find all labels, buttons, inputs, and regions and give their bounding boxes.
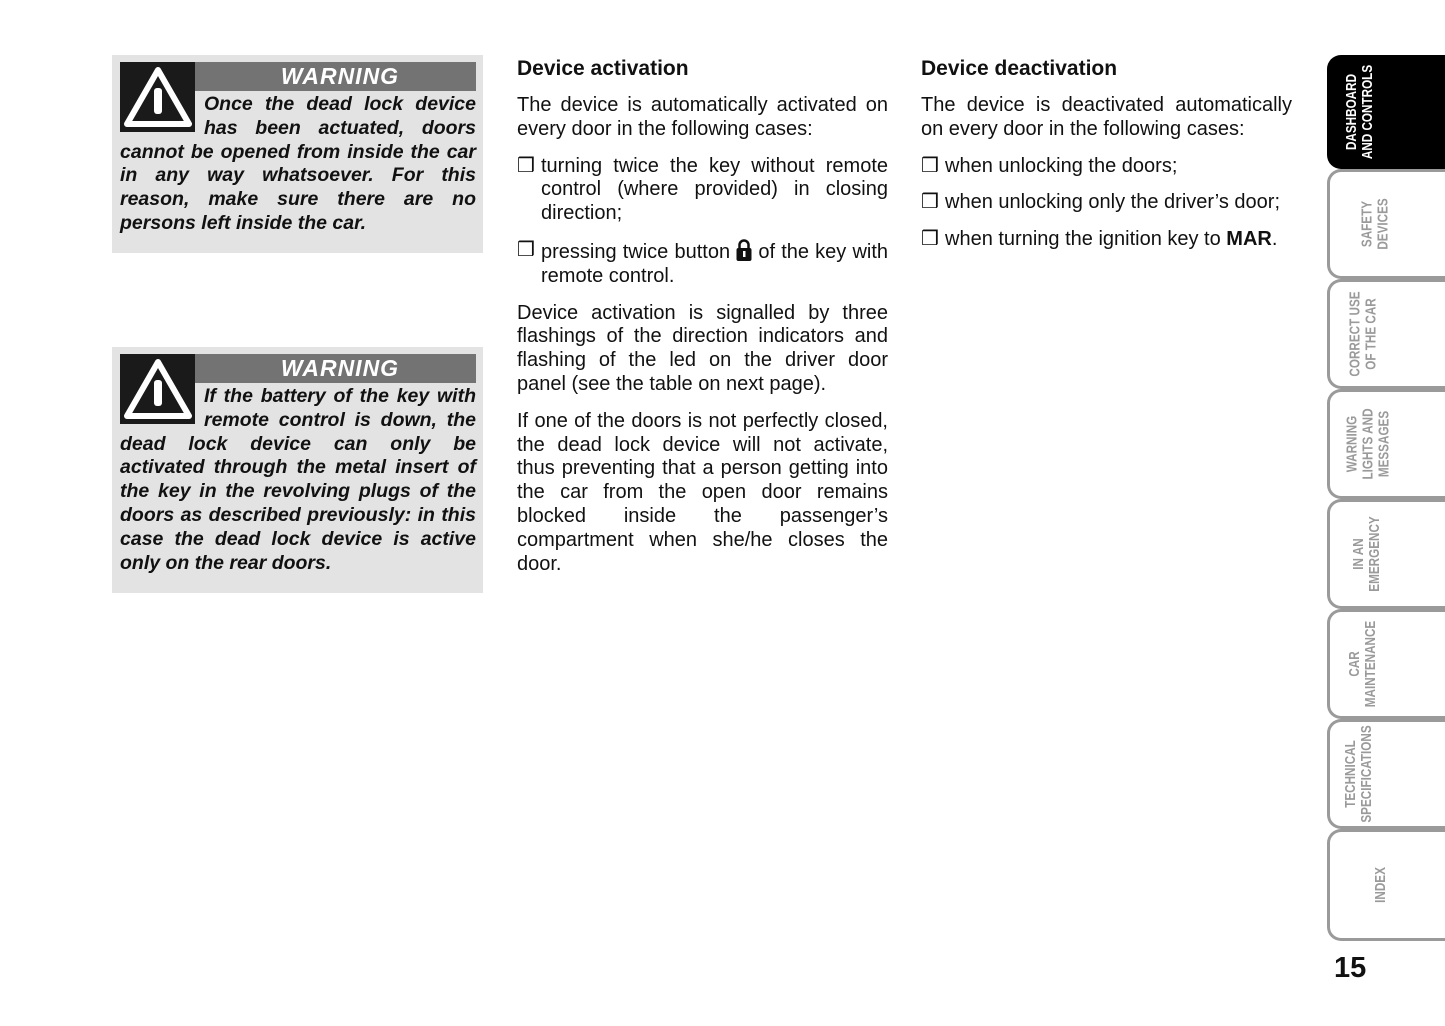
list-item bbox=[921, 228, 1292, 252]
list-item-text: pressing twice button bbox=[541, 240, 731, 263]
warning-box-1 bbox=[112, 55, 483, 253]
section-heading: Device deactivation bbox=[921, 57, 1118, 80]
tab-label: DASHBOARD AND CONTROLS bbox=[1342, 64, 1376, 160]
tab-label: TECHNICAL SPECIFICATIONS bbox=[1341, 725, 1375, 823]
warning-text: If the battery of the key with remote control is down, the dead lock device can only be activated through the metal insert of the key in the revolving plugs of the doors as described previously: in this case the dead lock device is active only on the rear doors. bbox=[120, 385, 476, 574]
list-item-text: of the key with remote control. bbox=[541, 240, 889, 287]
lock-icon bbox=[736, 239, 752, 261]
paragraph: The device is automatically activated on every door in the following cases: bbox=[517, 94, 888, 140]
tab-label: WARNING LIGHTS AND MESSAGES bbox=[1342, 408, 1392, 480]
warning-box-2 bbox=[112, 347, 483, 593]
page-number: 15 bbox=[1334, 952, 1367, 984]
list-item bbox=[517, 239, 888, 289]
tab-emergency[interactable] bbox=[1327, 499, 1445, 609]
list-item-text: when turning the ignition key to bbox=[945, 228, 1221, 251]
tab-label: IN AN EMERGENCY bbox=[1349, 516, 1383, 592]
tab-label: CORRECT USE OF THE CAR bbox=[1345, 291, 1379, 377]
bullet-box: ❒ bbox=[921, 228, 939, 251]
warning-triangle-icon bbox=[120, 354, 195, 424]
paragraph: If one of the doors is not perfectly closed, the dead lock device will not activate, thus preventing that a person getting into the car from the open door remains blocked inside the passenger’s compartment when she/he closes the door. bbox=[517, 409, 888, 575]
bullet-box: ❒ bbox=[921, 191, 939, 214]
bullet-box: ❒ bbox=[517, 238, 535, 261]
device-activation-section bbox=[517, 56, 888, 589]
tab-index[interactable] bbox=[1327, 829, 1445, 941]
tab-technical-specifications[interactable] bbox=[1327, 719, 1445, 829]
tab-correct-use[interactable] bbox=[1327, 279, 1445, 389]
paragraph: Device activation is signalled by three flashings of the direction indicators and flashing of the led on the driver door panel (see the table on next page). bbox=[517, 301, 888, 395]
tab-dashboard-and-controls[interactable] bbox=[1327, 55, 1445, 169]
device-deactivation-section bbox=[921, 56, 1292, 265]
list-item bbox=[517, 155, 888, 226]
bullet-box: ❒ bbox=[921, 154, 939, 177]
tab-car-maintenance[interactable] bbox=[1327, 609, 1445, 719]
list-item-text: when unlocking only the driver’s door; bbox=[945, 191, 1281, 214]
bullet-box: ❒ bbox=[517, 154, 535, 177]
warning-title: WARNING bbox=[120, 62, 476, 91]
tab-label: SAFETY DEVICES bbox=[1358, 198, 1392, 250]
tab-warning-lights[interactable] bbox=[1327, 389, 1445, 499]
punctuation: . bbox=[1271, 228, 1278, 251]
tab-safety-devices[interactable] bbox=[1327, 169, 1445, 279]
paragraph: The device is deactivated automatically on every door in the following cases: bbox=[921, 94, 1292, 140]
ignition-position: MAR bbox=[1226, 228, 1272, 251]
tab-label: CAR MAINTENANCE bbox=[1345, 620, 1379, 708]
list-item-text: when unlocking the doors; bbox=[945, 154, 1178, 177]
section-heading: Device activation bbox=[517, 57, 689, 80]
tab-label: INDEX bbox=[1371, 867, 1389, 903]
list-item bbox=[921, 155, 1292, 179]
warning-text: Once the dead lock device has been actuated, doors cannot be opened from inside the car in any way whatsoever. For this reason, make sure there are no persons left inside the car. bbox=[120, 93, 476, 234]
warning-title: WARNING bbox=[120, 354, 476, 383]
list-item-text: turning twice the key without remote control (where provided) in closing direction; bbox=[541, 154, 888, 225]
warning-triangle-icon bbox=[120, 62, 195, 132]
list-item bbox=[921, 191, 1292, 215]
